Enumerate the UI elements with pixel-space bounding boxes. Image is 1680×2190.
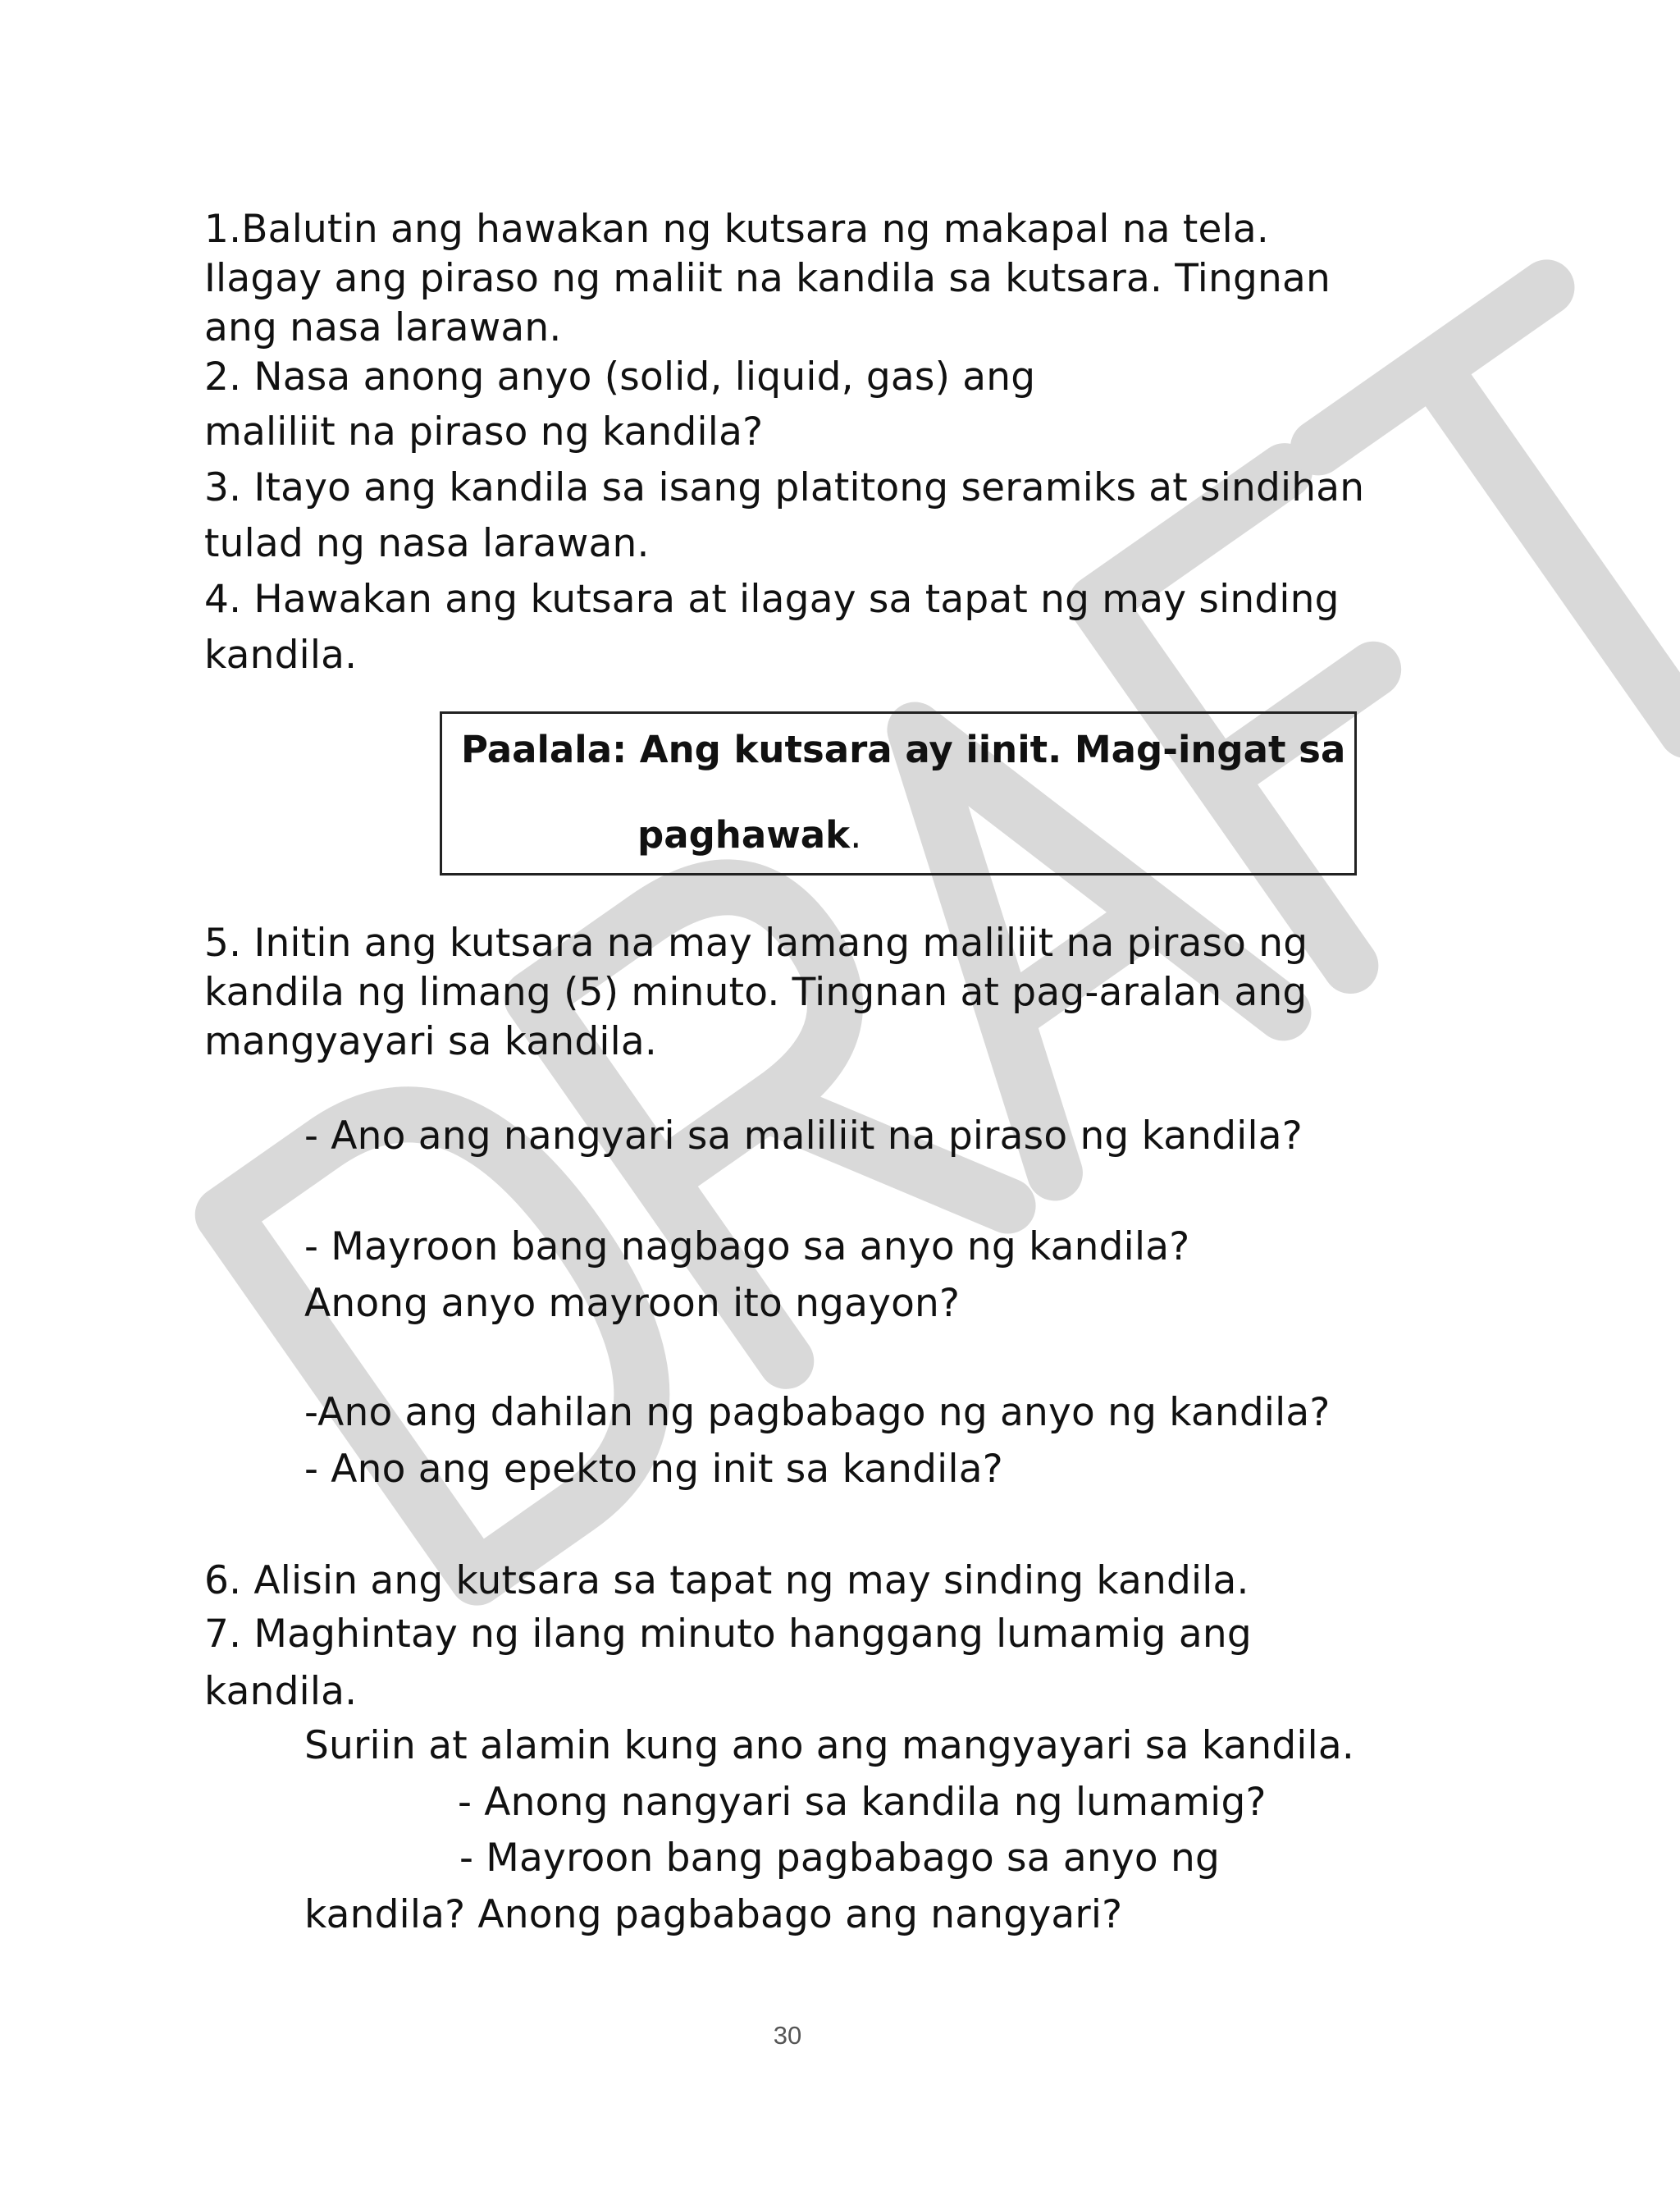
reminder-bold-word: paghawak: [637, 813, 851, 857]
step-3-line-1: 3. Itayo ang kandila sa isang platitong seramiks at sindihan: [204, 465, 1365, 510]
step-1-line-2: Ilagay ang piraso ng maliit na kandila sa kutsara. Tingnan: [204, 256, 1331, 301]
step-5-line-2: kandila ng limang (5) minuto. Tingnan at pag-aralan ang: [204, 970, 1308, 1015]
step-7-question-1: - Anong nangyari sa kandila ng lumamig?: [458, 1780, 1267, 1825]
step-5-line-1: 5. Initin ang kutsara na may lamang maliliit na piraso ng: [204, 921, 1308, 966]
watermark-letter-t: [1318, 287, 1680, 810]
step-5-question-3: -Ano ang dahilan ng pagbabago ng anyo ng kandila?: [304, 1390, 1331, 1435]
step-5-question-4: - Ano ang epekto ng init sa kandila?: [304, 1447, 1003, 1492]
step-7-line-2: kandila.: [204, 1669, 358, 1714]
page-number: 30: [773, 2021, 802, 2050]
step-7-question-2-line-2: kandila? Anong pagbabago ang nangyari?: [304, 1892, 1123, 1937]
step-5-question-2-line-2: Anong anyo mayroon ito ngayon?: [304, 1281, 961, 1326]
reminder-line-2: [637, 812, 861, 859]
step-3-line-2: tulad ng nasa larawan.: [204, 521, 650, 566]
step-5-line-3: mangyayari sa kandila.: [204, 1019, 658, 1064]
step-5-question-2-line-1: - Mayroon bang nagbago sa anyo ng kandila?: [304, 1224, 1190, 1269]
step-1-line-1: 1.Balutin ang hawakan ng kutsara ng makapal na tela.: [204, 207, 1270, 252]
step-7-intro: Suriin at alamin kung ano ang mangyayari sa kandila.: [304, 1723, 1355, 1768]
reminder-line-1: Paalala: Ang kutsara ay iinit. Mag-ingat sa: [461, 728, 1346, 771]
step-7-line-1: 7. Maghintay ng ilang minuto hanggang lumamig ang: [204, 1612, 1252, 1657]
step-1-line-3: ang nasa larawan.: [204, 305, 562, 350]
step-2-line-1: 2. Nasa anong anyo (solid, liquid, gas) ang: [204, 354, 1036, 400]
step-4-line-2: kandila.: [204, 633, 358, 678]
reminder-period: .: [850, 813, 862, 857]
step-6-line-1: 6. Alisin ang kutsara sa tapat ng may sinding kandila.: [204, 1558, 1249, 1603]
step-4-line-1: 4. Hawakan ang kutsara at ilagay sa tapat ng may sinding: [204, 577, 1340, 622]
step-2-line-2: maliliit na piraso ng kandila?: [204, 409, 764, 455]
step-5-question-1: - Ano ang nangyari sa maliliit na piraso ng kandila?: [304, 1113, 1303, 1159]
step-7-question-2-line-1: - Mayroon bang pagbabago sa anyo ng: [459, 1836, 1221, 1881]
